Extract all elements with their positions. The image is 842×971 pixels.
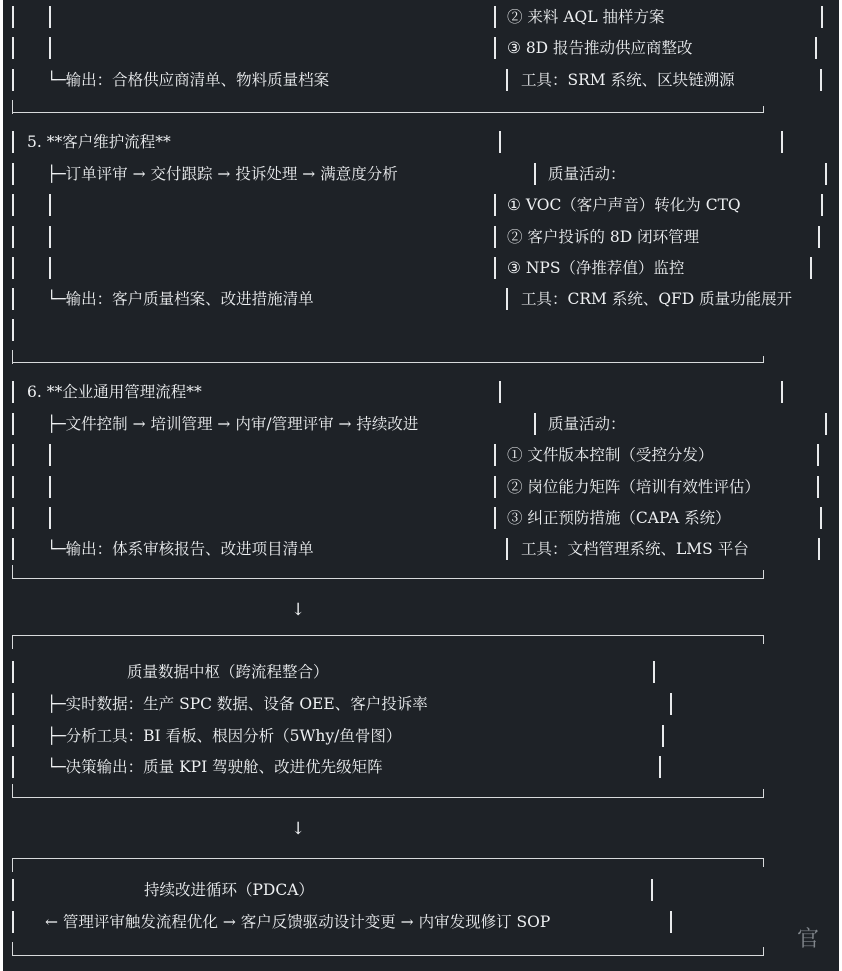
column-divider xyxy=(494,444,496,466)
left-border xyxy=(12,693,14,715)
s5-activity-2: ② 客户投诉的 8D 闭环管理 xyxy=(507,228,700,246)
s6-heading: 6. **企业通用管理流程** xyxy=(27,383,202,401)
left-border xyxy=(12,538,14,560)
right-border xyxy=(662,725,664,747)
left-border xyxy=(12,413,14,435)
s4-tools: 工具：SRM 系统、区块链溯源 xyxy=(521,71,735,89)
box-corner xyxy=(763,635,764,644)
right-border xyxy=(815,37,817,59)
column-divider xyxy=(494,257,496,279)
left-border xyxy=(12,381,14,403)
separator-tick xyxy=(763,356,764,363)
column-divider xyxy=(499,381,501,403)
s6-output: └─输出：体系审核报告、改进项目清单 xyxy=(47,540,314,558)
right-border xyxy=(818,226,820,248)
box-corner xyxy=(763,947,764,956)
pdca-title: 持续改进循环（PDCA） xyxy=(144,881,314,899)
right-border xyxy=(820,507,822,529)
box-corner xyxy=(12,942,13,956)
box-top-border xyxy=(12,635,764,636)
column-divider xyxy=(499,131,501,153)
tree-branch xyxy=(49,226,51,248)
left-border xyxy=(12,163,14,185)
box-top-border xyxy=(12,858,764,859)
right-border xyxy=(825,163,827,185)
tree-branch xyxy=(49,6,51,28)
s4-activity-3: ③ 8D 报告推动供应商整改 xyxy=(507,39,693,57)
right-border xyxy=(821,6,823,28)
left-border xyxy=(12,288,14,310)
column-divider xyxy=(506,288,508,310)
s5-quality-label: 质量活动： xyxy=(548,165,626,183)
s6-activity-1: ① 文件版本控制（受控分发） xyxy=(507,446,714,464)
tree-branch xyxy=(49,257,51,279)
s5-activity-3: ③ NPS（净推荐值）监控 xyxy=(507,259,685,277)
s5-heading: 5. **客户维护流程** xyxy=(27,133,171,151)
hub-row-realtime: ├─实时数据：生产 SPC 数据、设备 OEE、客户投诉率 xyxy=(47,695,428,713)
s6-activity-2: ② 岗位能力矩阵（培训有效性评估） xyxy=(507,478,760,496)
column-divider xyxy=(494,194,496,216)
box-bottom-border xyxy=(12,797,764,798)
box-corner xyxy=(763,570,764,579)
down-arrow-icon: ↓ xyxy=(291,600,306,620)
box-corner xyxy=(12,784,13,798)
s4-output: └─输出：合格供应商清单、物料质量档案 xyxy=(47,71,330,89)
tree-branch xyxy=(49,37,51,59)
left-border xyxy=(12,131,14,153)
right-border xyxy=(670,693,672,715)
tree-branch xyxy=(49,507,51,529)
pdca-loop: ← 管理评审触发流程优化 → 客户反馈驱动设计变更 → 内审发现修订 SOP xyxy=(45,913,551,931)
hub-title: 质量数据中枢（跨流程整合） xyxy=(127,663,329,681)
column-divider xyxy=(494,37,496,59)
left-border xyxy=(12,444,14,466)
down-arrow-icon: ↓ xyxy=(291,819,306,839)
box-corner xyxy=(763,789,764,798)
column-divider xyxy=(506,538,508,560)
tree-branch xyxy=(49,476,51,498)
s5-flow: ├─订单评审 → 交付跟踪 → 投诉处理 → 满意度分析 xyxy=(47,165,398,183)
right-border xyxy=(817,476,819,498)
column-divider xyxy=(534,163,536,185)
right-border xyxy=(821,194,823,216)
left-border xyxy=(12,756,14,778)
s5-tools: 工具：CRM 系统、QFD 质量功能展开 xyxy=(521,290,793,308)
section-separator xyxy=(12,362,764,363)
diagram-canvas xyxy=(3,0,839,971)
left-border xyxy=(12,194,14,216)
left-border xyxy=(12,661,14,683)
separator-tick xyxy=(763,106,764,113)
box-corner xyxy=(12,635,13,649)
box-corner xyxy=(12,565,13,579)
right-border xyxy=(781,131,783,153)
left-border xyxy=(12,507,14,529)
column-divider xyxy=(494,476,496,498)
watermark-logo: 官 xyxy=(796,927,819,952)
left-border xyxy=(12,911,14,933)
tree-branch xyxy=(49,194,51,216)
column-divider xyxy=(494,6,496,28)
box-corner xyxy=(12,858,13,872)
s5-output: └─输出：客户质量档案、改进措施清单 xyxy=(47,290,314,308)
s6-quality-label: 质量活动： xyxy=(548,415,626,433)
left-border xyxy=(12,69,14,91)
right-border xyxy=(659,756,661,778)
right-border xyxy=(653,661,655,683)
box-bottom-border xyxy=(12,578,764,579)
left-border xyxy=(12,226,14,248)
left-border xyxy=(12,879,14,901)
left-border xyxy=(12,6,14,28)
box-corner xyxy=(763,858,764,867)
hub-row-analysis: ├─分析工具：BI 看板、根因分析（5Why/鱼骨图） xyxy=(47,727,402,745)
s6-flow: ├─文件控制 → 培训管理 → 内审/管理评审 → 持续改进 xyxy=(47,415,419,433)
right-border xyxy=(825,413,827,435)
left-border xyxy=(12,725,14,747)
right-border xyxy=(820,69,822,91)
right-border xyxy=(670,911,672,933)
left-border xyxy=(12,37,14,59)
section-separator xyxy=(12,112,764,113)
column-divider xyxy=(494,507,496,529)
right-border xyxy=(817,444,819,466)
left-border xyxy=(12,319,14,341)
right-border xyxy=(810,257,812,279)
left-border xyxy=(12,257,14,279)
column-divider xyxy=(494,226,496,248)
s5-activity-1: ① VOC（客户声音）转化为 CTQ xyxy=(507,196,741,214)
s6-activity-3: ③ 纠正预防措施（CAPA 系统） xyxy=(507,509,731,527)
s6-tools: 工具：文档管理系统、LMS 平台 xyxy=(521,540,749,558)
column-divider xyxy=(534,413,536,435)
right-border xyxy=(818,538,820,560)
column-divider xyxy=(506,69,508,91)
tree-branch xyxy=(49,444,51,466)
hub-row-decision: └─决策输出：质量 KPI 驾驶舱、改进优先级矩阵 xyxy=(47,758,383,776)
box-bottom-border xyxy=(12,955,764,956)
right-border xyxy=(651,879,653,901)
left-border xyxy=(12,476,14,498)
s4-activity-2: ② 来料 AQL 抽样方案 xyxy=(507,8,665,26)
right-border xyxy=(781,381,783,403)
